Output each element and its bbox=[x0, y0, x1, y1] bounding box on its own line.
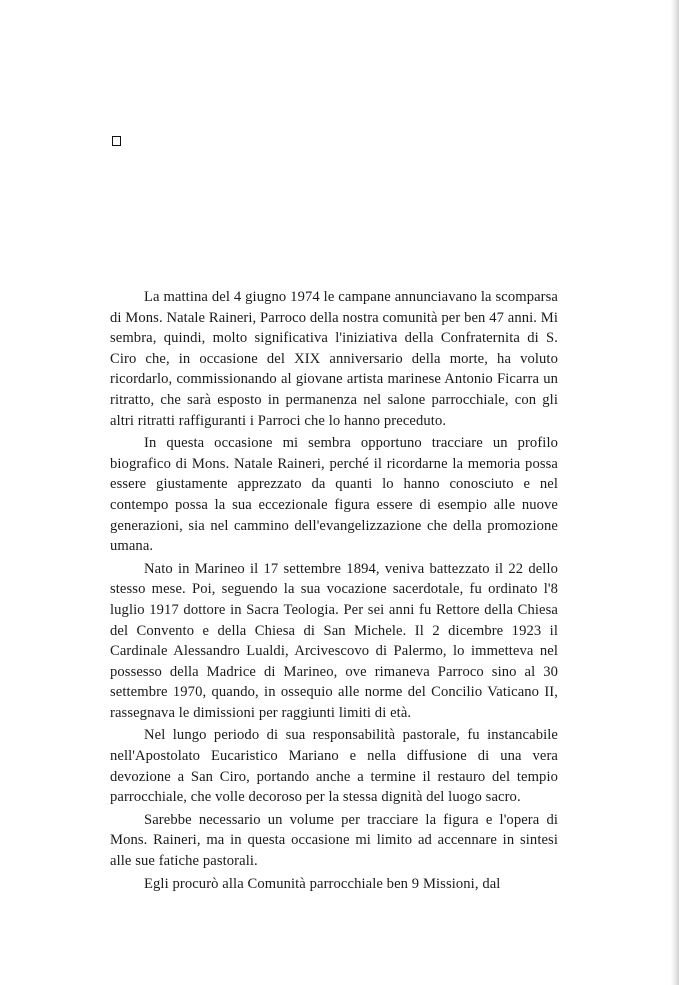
paragraph: In questa occasione mi sembra opportuno tracciare un profilo biografico di Mons. Natale Raineri, perché il ricordarne la memoria possa essere giustamente apprezzato da quanti lo hanno conosciuto e nel contempo possa la sua eccezionale figura essere di esempio alle nuove generazioni, sia nel cammino dell'evangelizzazione che della promozione umana. bbox=[110, 435, 558, 555]
paragraph: Egli procurò alla Comunità parrocchiale ben 9 Missioni, dal bbox=[144, 875, 501, 892]
document-body bbox=[110, 287, 558, 896]
checkbox-icon bbox=[112, 136, 121, 146]
paragraph: Sarebbe necessario un volume per tracciare la figura e l'opera di Mons. Raineri, ma in questa occasione mi limito ad accennare in sintesi alle sue fatiche pastorali. bbox=[110, 811, 558, 870]
paragraph: Nel lungo periodo di sua responsabilità pastorale, fu instancabile nell'Apostolato Eucaristico Mariano e nella diffusione di una vera devozione a San Ciro, portando anche a termine il restauro del tempio parrocchiale, che volle decoroso per la stessa dignità del luogo sacro. bbox=[110, 727, 558, 806]
paragraph: La mattina del 4 giugno 1974 le campane annunciavano la scomparsa di Mons. Natale Raineri, Parroco della nostra comunità per ben 47 anni. Mi sembra, quindi, molto significativa l'iniziativa della Confraternita di S. Ciro che, in occasione del XIX anniversario della morte, ha voluto ricordarlo, commissionando al giovane artista marinese Antonio Ficarra un ritratto, che sarà esposto in permanenza nel salone parrocchiale, con gli altri ritratti raffiguranti i Parroci che lo hanno preceduto. bbox=[110, 289, 558, 429]
page-edge-shadow bbox=[671, 0, 679, 985]
paragraph: Nato in Marineo il 17 settembre 1894, veniva battezzato il 22 dello stesso mese. Poi, seguendo la sua vocazione sacerdotale, fu ordinato l'8 luglio 1917 dottore in Sacra Teologia. Per sei anni fu Rettore della Chiesa del Convento e della Chiesa di San Michele. Il 2 dicembre 1923 il Cardinale Alessandro Lualdi, Arcivescovo di Palermo, lo immetteva nel possesso della Madrice di Marineo, ove rimaneva Parroco sino al 30 settembre 1970, quando, in ossequio alle norme del Concilio Vaticano II, rassegnava le dimissioni per raggiunti limiti di età. bbox=[110, 560, 558, 721]
